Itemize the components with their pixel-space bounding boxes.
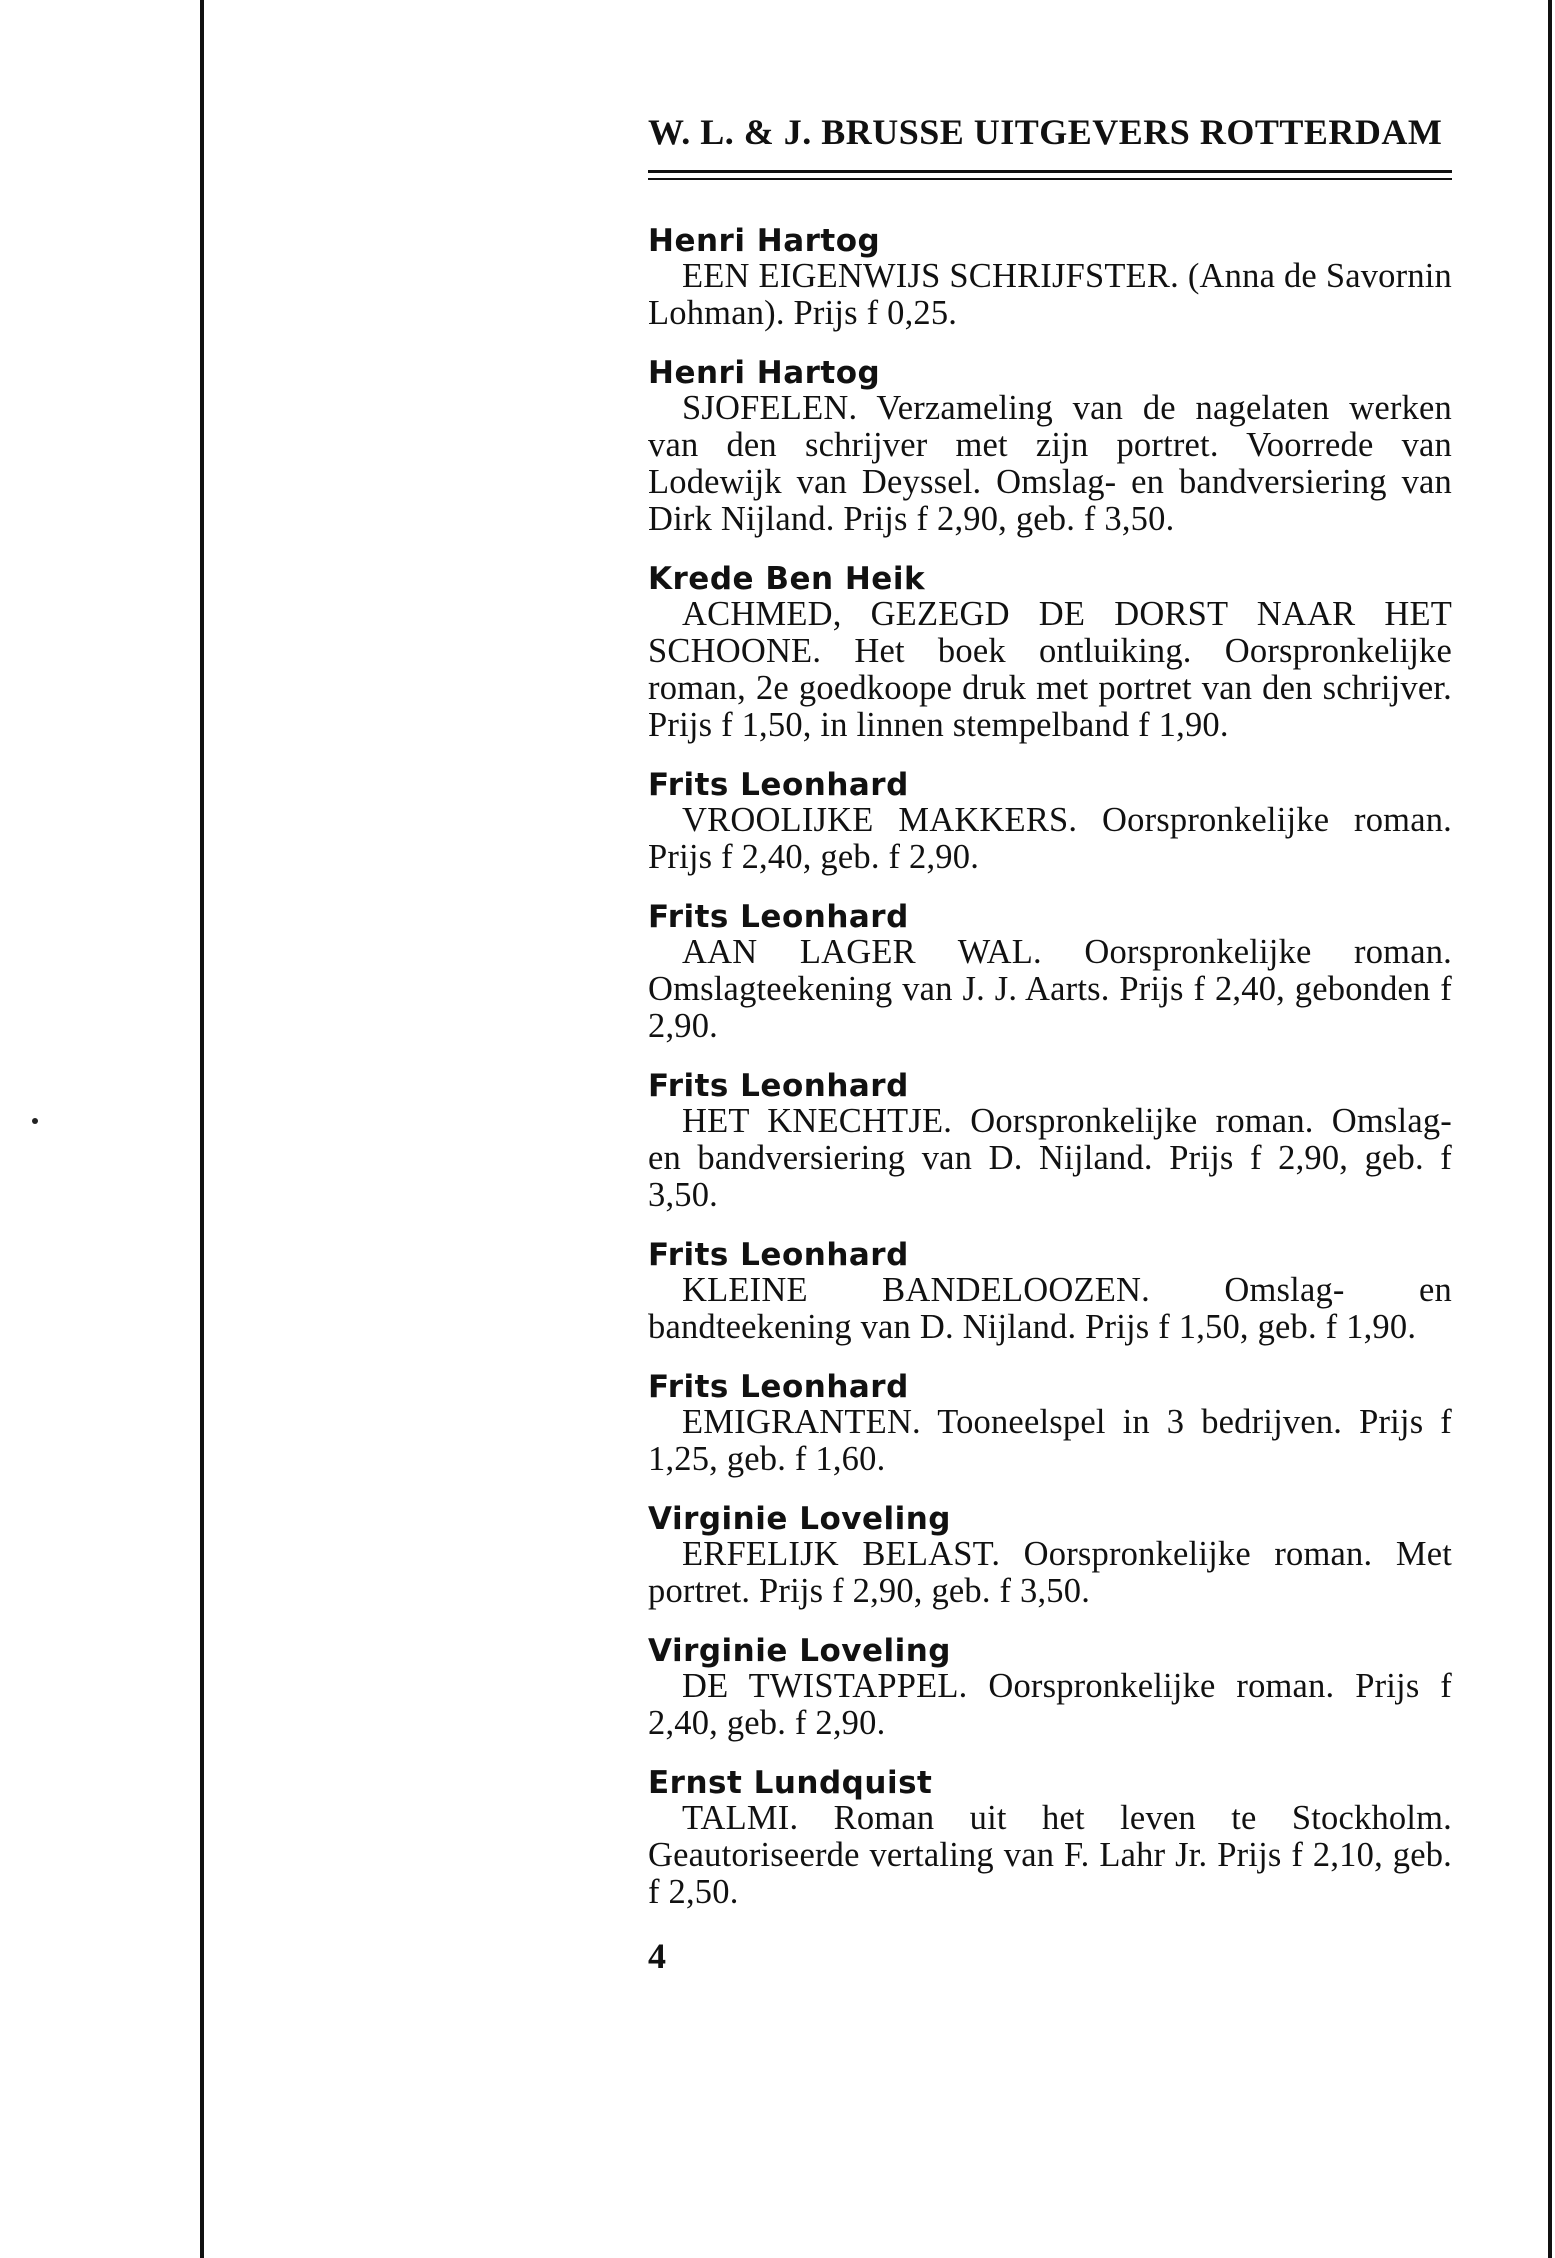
author-name: Frits Leonhard — [648, 1068, 909, 1104]
book-description: AAN LAGER WAL. Oorspronkelijke roman. Omslagteekening van J. J. Aarts. Prijs f 2,40, gebonden f 2,90. — [648, 933, 1452, 1045]
publisher-header: W. L. & J. BRUSSE UITGEVERS ROTTERDAM — [648, 112, 1443, 152]
author-name: Virginie Loveling — [648, 1501, 951, 1537]
header-rule-thin — [648, 178, 1452, 180]
page-number: 4 — [648, 1936, 666, 1976]
author-name: Frits Leonhard — [648, 899, 909, 935]
author-name: Henri Hartog — [648, 355, 881, 391]
book-description: HET KNECHTJE. Oorspronkelijke roman. Omslag- en bandversiering van D. Nijland. Prijs f 2,90, geb. f 3,50. — [648, 1102, 1452, 1214]
book-description: VROOLIJKE MAKKERS. Oorspronkelijke roman. Prijs f 2,40, geb. f 2,90. — [648, 801, 1452, 876]
book-description: TALMI. Roman uit het leven te Stockholm. Geautoriseerde vertaling van F. Lahr Jr. Prijs f 2,10, geb. f 2,50. — [648, 1799, 1452, 1911]
book-description: SJOFELEN. Verzameling van de nagelaten werken van den schrijver met zijn portret. Voorrede van Lodewijk van Deyssel. Omslag- en bandversiering van Dirk Nijland. Prijs f 2,90, geb. f 3,50. — [648, 389, 1452, 538]
book-description: EEN EIGENWIJS SCHRIJFSTER. (Anna de Savornin Lohman). Prijs f 0,25. — [648, 257, 1452, 332]
book-description: ACHMED, GEZEGD DE DORST NAAR HET SCHOONE. Het boek ontluiking. Oorspronkelijke roman, 2e goedkoope druk met portret van den schrijver. Prijs f 1,50, in linnen stempelband f 1,90. — [648, 595, 1452, 744]
book-entry — [648, 1370, 1452, 1478]
header-rule-thick — [648, 170, 1452, 173]
print-speck — [32, 1118, 38, 1124]
book-description: EMIGRANTEN. Tooneelspel in 3 bedrijven. Prijs f 1,25, geb. f 1,60. — [648, 1403, 1452, 1478]
book-entry — [648, 1069, 1452, 1214]
book-list — [648, 224, 1452, 1911]
book-entry — [648, 1766, 1452, 1911]
book-description: ERFELIJK BELAST. Oorspronkelijke roman. Met portret. Prijs f 2,90, geb. f 3,50. — [648, 1535, 1452, 1610]
book-description: KLEINE BANDELOOZEN. Omslag- en bandteekening van D. Nijland. Prijs f 1,50, geb. f 1,90. — [648, 1271, 1452, 1346]
author-name: Frits Leonhard — [648, 1369, 909, 1405]
book-entry — [648, 900, 1452, 1045]
catalog-page — [648, 108, 1452, 1977]
author-name: Krede Ben Heik — [648, 561, 926, 597]
book-entry — [648, 562, 1452, 744]
book-entry — [648, 1634, 1452, 1742]
book-entry — [648, 768, 1452, 876]
page-gutter-line — [200, 0, 204, 2258]
book-entry — [648, 1502, 1452, 1610]
book-description: DE TWISTAPPEL. Oorspronkelijke roman. Prijs f 2,40, geb. f 2,90. — [648, 1667, 1452, 1742]
author-name: Frits Leonhard — [648, 1237, 909, 1273]
page-edge-line — [1548, 0, 1552, 2258]
author-name: Henri Hartog — [648, 223, 881, 259]
book-entry — [648, 224, 1452, 332]
author-name: Ernst Lundquist — [648, 1765, 933, 1801]
book-entry — [648, 1238, 1452, 1346]
author-name: Virginie Loveling — [648, 1633, 951, 1669]
author-name: Frits Leonhard — [648, 767, 909, 803]
book-entry — [648, 356, 1452, 538]
